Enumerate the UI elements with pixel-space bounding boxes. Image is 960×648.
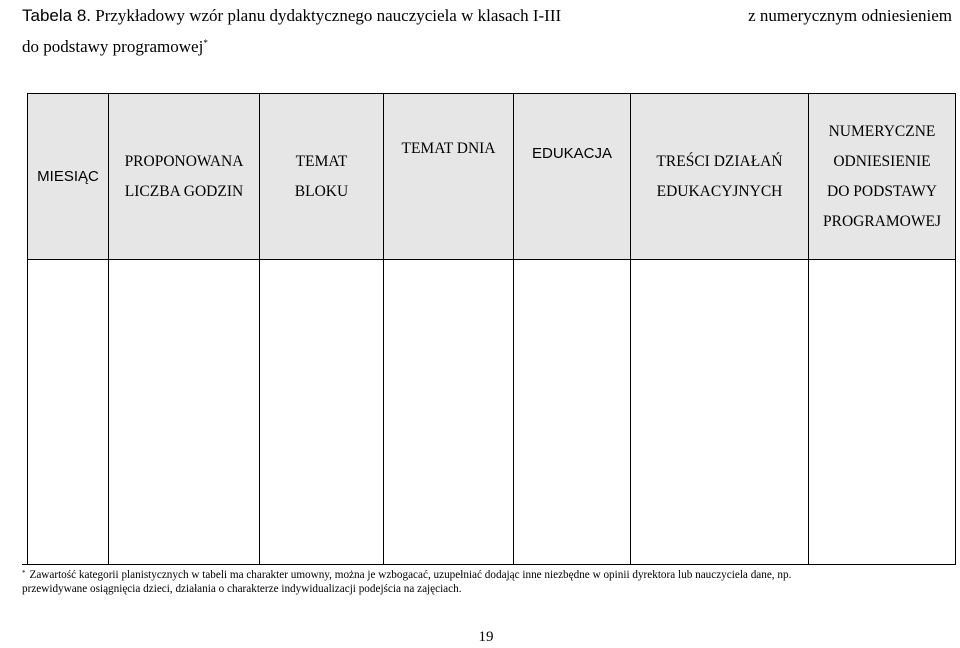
header-proposed-hours: PROPONOWANA LICZBA GODZIN — [109, 94, 260, 260]
caption-footnote-mark: * — [203, 38, 208, 48]
caption-left — [22, 0, 561, 32]
cell-month — [28, 260, 109, 565]
caption-line-1 — [22, 0, 952, 32]
footnote-line-2: przewidywane osiągnięcia dzieci, działania o charakterze indywidualizacji podejścia na zajęciach. — [22, 583, 462, 595]
caption-text: Przykładowy wzór planu dydaktycznego nauczyciela w klasach I-III — [95, 6, 562, 25]
caption-right: z numerycznym odniesieniem — [748, 6, 952, 25]
cell-block-topic — [260, 260, 384, 565]
table-row — [28, 260, 956, 565]
cell-curriculum-reference — [809, 260, 956, 565]
table-caption — [22, 0, 952, 63]
footnote-divider — [22, 564, 214, 565]
header-educational-content: TREŚCI DZIAŁAŃ EDUKACYJNYCH — [631, 94, 809, 260]
cell-education — [514, 260, 631, 565]
caption-line-2 — [22, 31, 952, 63]
page-number: 19 — [478, 629, 494, 645]
cell-educational-content — [631, 260, 809, 565]
footnote-line-1: * Zawartość kategorii planistycznych w tabeli ma charakter umowny, można je wzbogacać, uzupełniać dodając inne niezbędne w opinii dyrektora lub nauczyciela dane, np. — [22, 569, 792, 581]
header-month: MIESIĄC — [28, 94, 109, 260]
footnote — [22, 568, 957, 596]
header-row — [28, 94, 956, 260]
header-day-topic: TEMAT DNIA — [384, 94, 514, 260]
caption-label: Tabela 8. — [22, 6, 91, 25]
lesson-plan-table — [27, 93, 956, 565]
footnote-mark: * — [22, 569, 26, 577]
header-block-topic: TEMAT BLOKU — [260, 94, 384, 260]
caption-continuation: do podstawy programowej — [22, 37, 204, 56]
header-curriculum-reference: NUMERYCZNE ODNIESIENIE DO PODSTAWY PROGRAMOWEJ — [809, 94, 956, 260]
cell-proposed-hours — [109, 260, 260, 565]
cell-day-topic — [384, 260, 514, 565]
header-education: EDUKACJA — [514, 94, 631, 260]
